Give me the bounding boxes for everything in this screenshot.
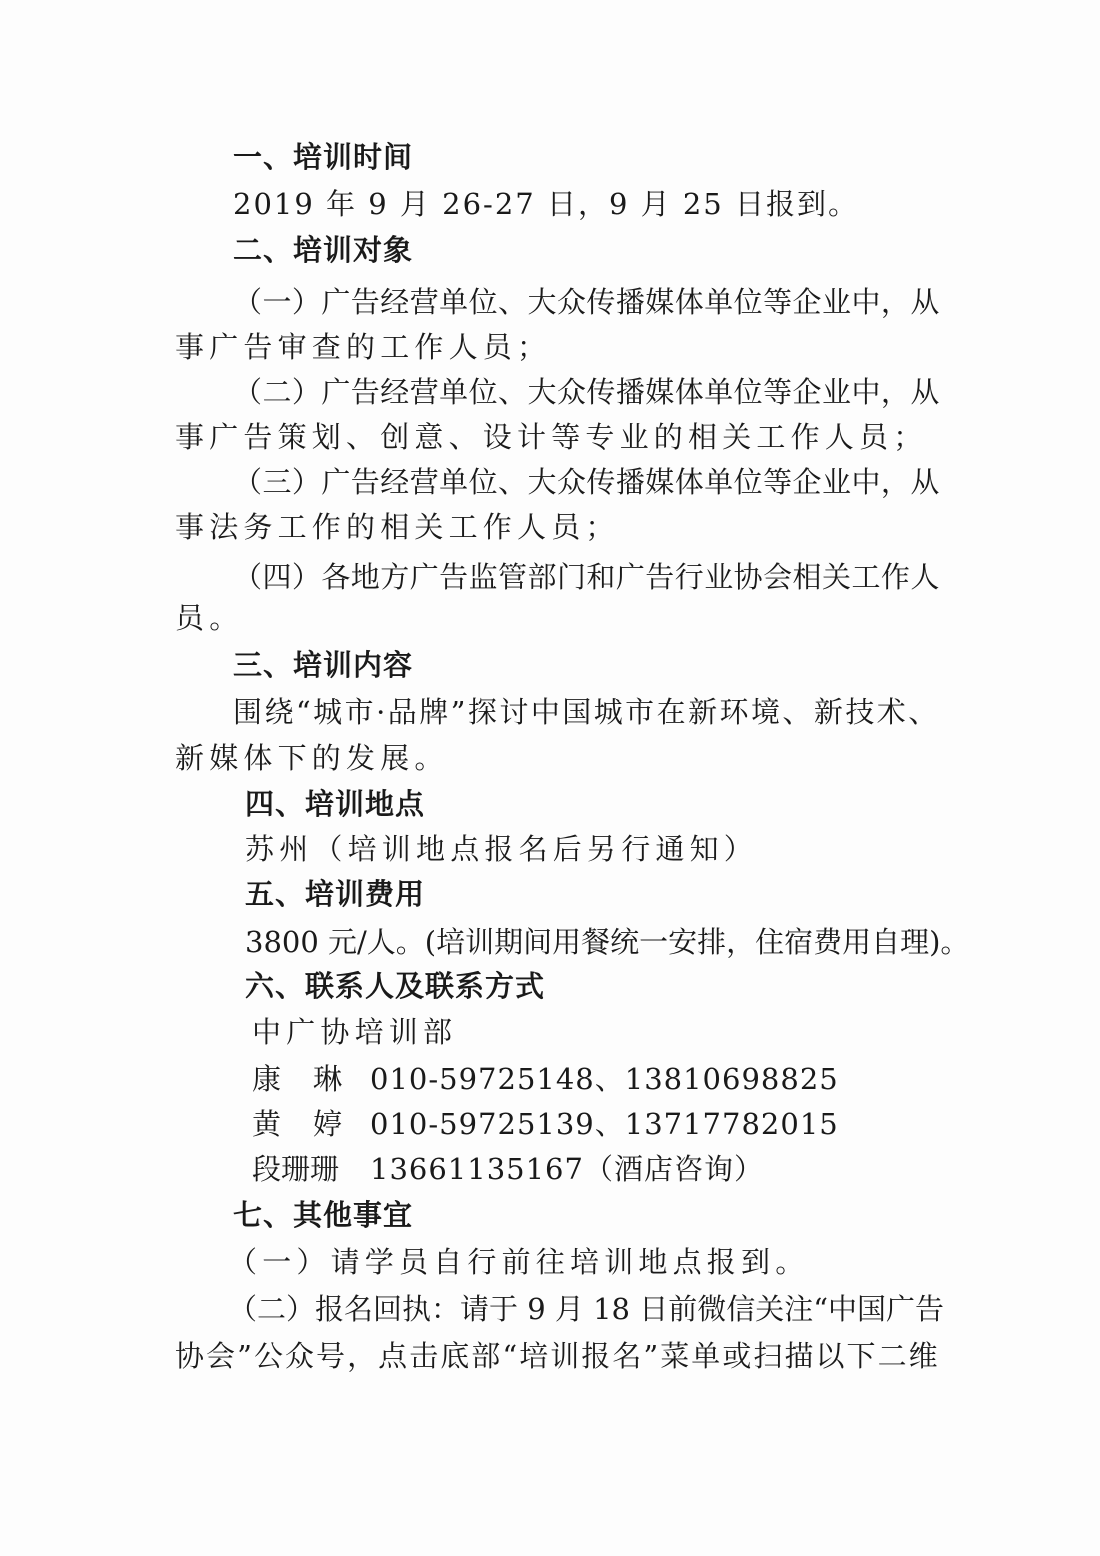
contact-name: 段珊珊	[252, 1152, 340, 1186]
paragraph-line: 员。	[175, 601, 244, 635]
section-heading-location: 四、培训地点	[245, 787, 426, 821]
paragraph-line: （三）广告经营单位、大众传播媒体单位等企业中，从	[233, 465, 940, 499]
paragraph-line: 围绕“城市·品牌”探讨中国城市在新环境、新技术、	[233, 695, 940, 729]
contact-org: 中广协培训部	[252, 1015, 458, 1049]
paragraph-line: 苏州（培训地点报名后另行通知）	[245, 832, 759, 866]
section-heading-content: 三、培训内容	[233, 648, 414, 682]
contact-name: 黄婷	[252, 1107, 375, 1141]
contact-row	[252, 1104, 839, 1144]
section-heading-other: 七、其他事宜	[233, 1198, 414, 1232]
contact-name: 康琳	[252, 1062, 375, 1096]
paragraph-line: 事广告审查的工作人员；	[175, 330, 552, 364]
section-heading-time: 一、培训时间	[233, 140, 414, 174]
section-heading-audience: 二、培训对象	[233, 233, 414, 267]
paragraph-line: 协会”公众号，点击底部“培训报名”菜单或扫描以下二维	[175, 1339, 940, 1373]
contact-row	[252, 1059, 839, 1099]
paragraph-line: （一）请学员自行前往培训地点报到。	[228, 1245, 810, 1279]
paragraph-line: 新媒体下的发展。	[175, 741, 449, 775]
contact-phone: 13661135167（酒店咨询）	[370, 1152, 764, 1186]
paragraph-line: 2019 年 9 月 26-27 日，9 月 25 日报到。	[233, 187, 859, 221]
section-heading-contacts: 六、联系人及联系方式	[245, 969, 546, 1003]
contact-phone: 010-59725139、13717782015	[370, 1107, 839, 1141]
paragraph-line: （四）各地方广告监管部门和广告行业协会相关工作人	[233, 560, 940, 594]
paragraph-line: 事广告策划、创意、设计等专业的相关工作人员；	[175, 420, 928, 454]
section-heading-fee: 五、培训费用	[245, 877, 426, 911]
contact-phone: 010-59725148、13810698825	[370, 1062, 839, 1096]
paragraph-line: 事法务工作的相关工作人员；	[175, 510, 620, 544]
paragraph-line: （二）广告经营单位、大众传播媒体单位等企业中，从	[233, 375, 940, 409]
paragraph-line: （一）广告经营单位、大众传播媒体单位等企业中，从	[233, 285, 940, 319]
paragraph-line: 3800 元/人。(培训期间用餐统一安排，住宿费用自理)。	[245, 925, 970, 959]
contact-row	[252, 1149, 764, 1189]
paragraph-line: （二）报名回执：请于 9 月 18 日前微信关注“中国广告	[228, 1292, 945, 1326]
